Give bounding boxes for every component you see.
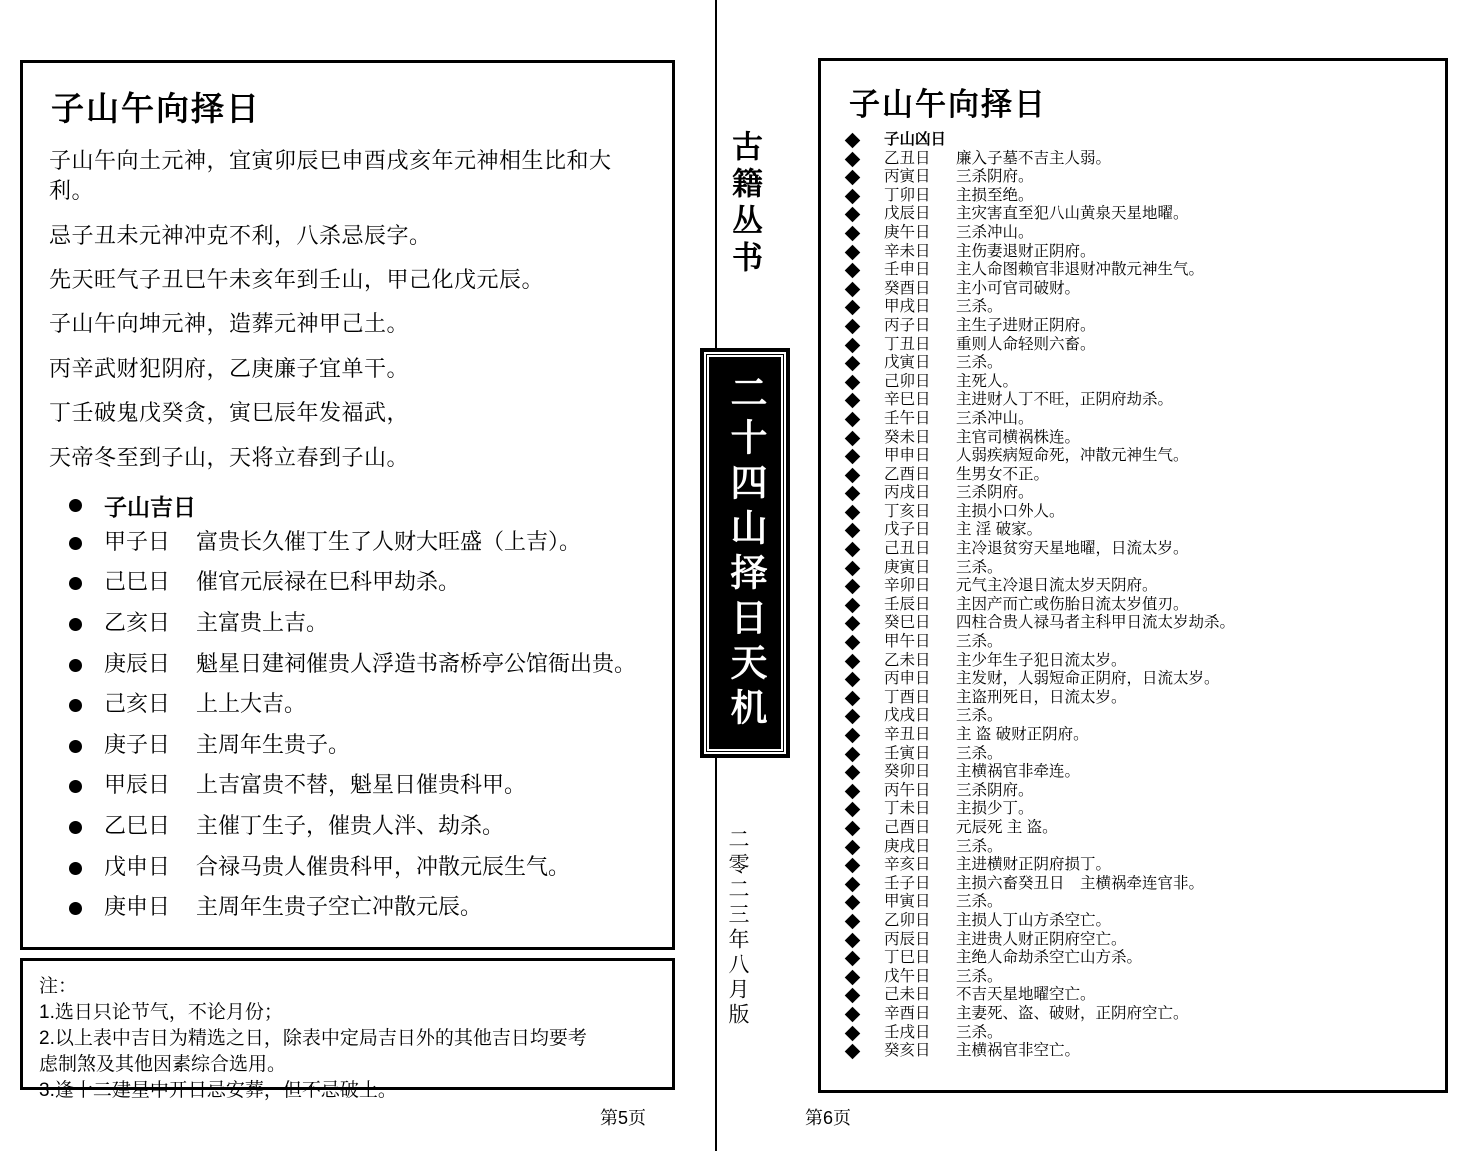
list-item bbox=[835, 913, 1435, 929]
list-item bbox=[835, 932, 1435, 948]
diamond-bullet-icon bbox=[845, 635, 861, 651]
left-main-panel bbox=[20, 60, 675, 950]
paragraph: 丁壬破鬼戊癸贪，寅巳辰年发福武， bbox=[49, 400, 410, 426]
unlucky-day-text: 主伤妻退财正阴府。 bbox=[956, 242, 1096, 260]
unlucky-day-name: 丙辰日 bbox=[884, 930, 931, 948]
unlucky-day-name: 癸亥日 bbox=[884, 1042, 931, 1060]
unlucky-day-name: 丁巳日 bbox=[884, 949, 931, 967]
paragraph: 天帝冬至到子山，天将立春到子山。 bbox=[49, 444, 410, 470]
list-item bbox=[69, 568, 654, 597]
unlucky-day-text: 三杀阴府。 bbox=[956, 484, 1034, 502]
lucky-days-heading-label: 子山吉日 bbox=[104, 493, 196, 520]
paragraph: 子山午向坤元神，造葬元神甲己土。 bbox=[49, 311, 410, 337]
unlucky-days-heading-label: 子山凶日 bbox=[884, 131, 947, 148]
unlucky-day-text: 主妻死、盗、破财，正阴府空亡。 bbox=[956, 1004, 1189, 1022]
unlucky-day-name: 庚寅日 bbox=[884, 558, 931, 576]
unlucky-day-name: 丙午日 bbox=[884, 781, 931, 799]
list-item bbox=[69, 812, 654, 841]
diamond-bullet-icon bbox=[845, 151, 861, 167]
list-item bbox=[835, 653, 1435, 669]
diamond-bullet-icon bbox=[845, 300, 861, 316]
list-item bbox=[835, 541, 1435, 557]
unlucky-day-text: 三杀。 bbox=[956, 558, 1003, 576]
list-item bbox=[835, 708, 1435, 724]
unlucky-day-text: 主横祸官非空亡。 bbox=[956, 1042, 1081, 1060]
bullet-icon bbox=[69, 659, 82, 672]
left-page bbox=[20, 60, 675, 1102]
unlucky-day-text: 主损至绝。 bbox=[956, 186, 1034, 204]
book-main-title: 二十四山择日天机 bbox=[704, 352, 786, 754]
list-item bbox=[69, 528, 654, 557]
bullet-icon bbox=[69, 499, 82, 512]
list-item bbox=[835, 522, 1435, 538]
diamond-bullet-icon bbox=[845, 914, 861, 930]
unlucky-day-name: 甲寅日 bbox=[884, 893, 931, 911]
paragraph: 忌子丑未元神冲克不利，八杀忌辰字。 bbox=[49, 222, 432, 248]
series-label: 古籍丛书 bbox=[727, 130, 762, 278]
unlucky-day-name: 己卯日 bbox=[884, 372, 931, 390]
unlucky-day-name: 癸巳日 bbox=[884, 614, 931, 632]
diamond-bullet-icon bbox=[845, 542, 861, 558]
unlucky-day-text: 主冷退贫穷天星地曜，日流太岁。 bbox=[956, 540, 1189, 558]
unlucky-day-name: 壬寅日 bbox=[884, 744, 931, 762]
list-item bbox=[835, 634, 1435, 650]
diamond-bullet-icon bbox=[845, 709, 861, 725]
list-item bbox=[835, 764, 1435, 780]
unlucky-day-text: 主生子进财正阴府。 bbox=[956, 316, 1096, 334]
unlucky-day-text: 主小可官司破财。 bbox=[956, 279, 1081, 297]
lucky-day-name: 甲辰日 bbox=[104, 772, 171, 798]
diamond-bullet-icon bbox=[845, 412, 861, 428]
unlucky-day-text: 三杀冲山。 bbox=[956, 223, 1034, 241]
unlucky-day-text: 主损六畜癸丑日 主横祸牵连官非。 bbox=[956, 874, 1205, 892]
unlucky-day-text: 生男女不正。 bbox=[956, 465, 1050, 483]
unlucky-day-text: 主进横财正阴府损丁。 bbox=[956, 856, 1112, 874]
unlucky-day-name: 戊辰日 bbox=[884, 205, 931, 223]
diamond-bullet-icon bbox=[845, 207, 861, 223]
unlucky-day-text: 三杀。 bbox=[956, 298, 1003, 316]
unlucky-day-name: 戊午日 bbox=[884, 967, 931, 985]
list-item bbox=[835, 281, 1435, 297]
lucky-day-name: 己亥日 bbox=[104, 691, 171, 717]
list-item bbox=[835, 430, 1435, 446]
list-item bbox=[835, 820, 1435, 836]
list-item bbox=[835, 225, 1435, 241]
lucky-day-text: 上上大吉。 bbox=[196, 691, 307, 717]
unlucky-day-text: 主发财，人弱短命正阴府，日流太岁。 bbox=[956, 670, 1220, 688]
unlucky-day-text: 三杀阴府。 bbox=[956, 168, 1034, 186]
list-item bbox=[835, 411, 1435, 427]
list-item bbox=[835, 392, 1435, 408]
unlucky-day-name: 丁酉日 bbox=[884, 688, 931, 706]
unlucky-day-text: 三杀阴府。 bbox=[956, 781, 1034, 799]
unlucky-day-name: 丙子日 bbox=[884, 316, 931, 334]
paragraph: 先天旺气子丑巳午未亥年到壬山，甲己化戊元辰。 bbox=[49, 267, 545, 293]
list-item bbox=[835, 169, 1435, 185]
unlucky-day-name: 丙戌日 bbox=[884, 484, 931, 502]
bullet-icon bbox=[69, 537, 82, 550]
list-item bbox=[69, 771, 654, 800]
unlucky-day-name: 辛亥日 bbox=[884, 856, 931, 874]
diamond-bullet-icon bbox=[845, 839, 861, 855]
diamond-bullet-icon bbox=[845, 337, 861, 353]
unlucky-day-text: 三杀。 bbox=[956, 354, 1003, 372]
left-page-number: 第5页 bbox=[600, 1108, 647, 1128]
unlucky-day-text: 元辰死 主 盗。 bbox=[956, 818, 1058, 836]
list-item bbox=[835, 894, 1435, 910]
unlucky-day-name: 癸酉日 bbox=[884, 279, 931, 297]
list-item bbox=[835, 206, 1435, 222]
list-item bbox=[835, 355, 1435, 371]
bullet-icon bbox=[69, 740, 82, 753]
unlucky-day-text: 主因产而亡或伤胎日流太岁值刃。 bbox=[956, 595, 1189, 613]
unlucky-day-name: 己酉日 bbox=[884, 818, 931, 836]
lucky-day-text: 主周年生贵子。 bbox=[196, 731, 351, 757]
diamond-bullet-icon bbox=[845, 449, 861, 465]
unlucky-day-text: 人弱疾病短命死，冲散元神生气。 bbox=[956, 447, 1189, 465]
lucky-day-text: 催官元辰禄在巳科甲劫杀。 bbox=[196, 569, 461, 595]
bullet-icon bbox=[69, 821, 82, 834]
list-item bbox=[835, 485, 1435, 501]
list-item bbox=[69, 893, 654, 922]
unlucky-day-text: 主横祸官非牵连。 bbox=[956, 763, 1081, 781]
list-item bbox=[835, 950, 1435, 966]
unlucky-day-name: 戊子日 bbox=[884, 521, 931, 539]
right-page bbox=[818, 58, 1448, 1093]
right-page-number: 第6页 bbox=[805, 1108, 852, 1128]
lucky-day-name: 庚子日 bbox=[104, 731, 171, 757]
unlucky-day-name: 乙未日 bbox=[884, 651, 931, 669]
note-line: 虑制煞及其他因素综合选用。 bbox=[39, 1054, 287, 1076]
lucky-day-text: 富贵长久催丁生了人财大旺盛（上吉）。 bbox=[196, 528, 582, 554]
diamond-bullet-icon bbox=[845, 244, 861, 260]
list-item bbox=[69, 853, 654, 882]
diamond-bullet-icon bbox=[845, 969, 861, 985]
diamond-bullet-icon bbox=[845, 560, 861, 576]
diamond-bullet-icon bbox=[845, 895, 861, 911]
unlucky-day-name: 辛丑日 bbox=[884, 726, 931, 743]
unlucky-day-text: 主 淫 破家。 bbox=[956, 521, 1043, 539]
unlucky-day-name: 己未日 bbox=[884, 986, 931, 1004]
unlucky-day-text: 主灾害直至犯八山黄泉天星地曜。 bbox=[956, 205, 1189, 223]
right-main-panel bbox=[818, 58, 1448, 1093]
lucky-day-name: 己巳日 bbox=[104, 569, 171, 595]
unlucky-day-text: 主死人。 bbox=[956, 372, 1019, 390]
unlucky-day-name: 壬午日 bbox=[884, 409, 931, 427]
note-line: 2.以上表中吉日为精选之日，除表中定局吉日外的其他吉日均要考 bbox=[39, 1028, 587, 1050]
diamond-bullet-icon bbox=[845, 189, 861, 205]
unlucky-day-name: 丙申日 bbox=[884, 670, 931, 688]
diamond-bullet-icon bbox=[845, 579, 861, 595]
diamond-bullet-icon bbox=[845, 226, 861, 242]
note-label: 注： bbox=[39, 976, 78, 997]
unlucky-day-text: 主损少丁。 bbox=[956, 800, 1034, 818]
unlucky-day-name: 乙酉日 bbox=[884, 465, 931, 483]
unlucky-day-text: 主 盗 破财正阴府。 bbox=[956, 726, 1089, 743]
list-item bbox=[835, 690, 1435, 706]
unlucky-day-name: 丁卯日 bbox=[884, 186, 931, 204]
unlucky-day-text: 三杀。 bbox=[956, 1023, 1003, 1041]
lucky-day-name: 乙亥日 bbox=[104, 610, 171, 636]
lucky-day-text: 上吉富贵不替，魁星日催贵科甲。 bbox=[196, 772, 527, 798]
unlucky-day-text: 主少年生子犯日流太岁。 bbox=[956, 651, 1127, 669]
bullet-icon bbox=[69, 902, 82, 915]
paragraph: 丙辛武财犯阴府，乙庚廉子宜单干。 bbox=[49, 355, 410, 381]
unlucky-day-name: 庚戌日 bbox=[884, 837, 931, 855]
list-item bbox=[835, 671, 1435, 687]
lucky-day-text: 魁星日建祠催贵人浮造书斋桥亭公馆衙出贵。 bbox=[196, 650, 637, 676]
unlucky-day-name: 壬申日 bbox=[884, 261, 931, 279]
diamond-bullet-icon bbox=[845, 170, 861, 186]
diamond-bullet-icon bbox=[845, 858, 861, 874]
list-item bbox=[835, 337, 1435, 353]
unlucky-day-name: 癸卯日 bbox=[884, 763, 931, 781]
unlucky-day-text: 主进贵人财正阴府空亡。 bbox=[956, 930, 1127, 948]
diamond-bullet-icon bbox=[845, 1007, 861, 1023]
unlucky-day-text: 三杀。 bbox=[956, 633, 1003, 651]
unlucky-day-text: 主进财人丁不旺，正阴府劫杀。 bbox=[956, 391, 1174, 409]
unlucky-day-text: 不吉天星地曜空亡。 bbox=[956, 986, 1096, 1004]
diamond-bullet-icon bbox=[845, 951, 861, 967]
list-item bbox=[69, 690, 654, 719]
unlucky-day-name: 辛卯日 bbox=[884, 577, 931, 595]
diamond-bullet-icon bbox=[845, 653, 861, 669]
unlucky-day-name: 庚午日 bbox=[884, 223, 931, 241]
list-item bbox=[835, 504, 1435, 520]
diamond-bullet-icon bbox=[845, 876, 861, 892]
lucky-day-name: 乙巳日 bbox=[104, 813, 171, 839]
list-item bbox=[835, 801, 1435, 817]
diamond-bullet-icon bbox=[845, 281, 861, 297]
diamond-bullet-icon bbox=[845, 505, 861, 521]
unlucky-day-text: 主损人丁山方杀空亡。 bbox=[956, 911, 1112, 929]
unlucky-day-name: 壬戌日 bbox=[884, 1023, 931, 1041]
list-item bbox=[835, 987, 1435, 1003]
paragraph: 子山午向土元神，宜寅卯辰巳申酉戌亥年元神相生比和大利。 bbox=[49, 148, 612, 204]
list-item bbox=[69, 650, 654, 679]
diamond-bullet-icon bbox=[845, 802, 861, 818]
unlucky-day-text: 三杀。 bbox=[956, 967, 1003, 985]
list-item bbox=[835, 578, 1435, 594]
unlucky-days-list bbox=[835, 132, 1435, 1059]
lucky-day-text: 主周年生贵子空亡冲散元辰。 bbox=[196, 894, 483, 920]
diamond-bullet-icon bbox=[845, 1044, 861, 1060]
list-item bbox=[835, 1043, 1435, 1059]
diamond-bullet-icon bbox=[845, 486, 861, 502]
diamond-bullet-icon bbox=[845, 319, 861, 335]
unlucky-day-text: 主损小口外人。 bbox=[956, 502, 1065, 520]
lucky-day-name: 庚申日 bbox=[104, 894, 171, 920]
edition-label: 二零二三年八月版 bbox=[726, 828, 749, 1028]
diamond-bullet-icon bbox=[845, 393, 861, 409]
diamond-bullet-icon bbox=[845, 821, 861, 837]
unlucky-day-name: 戊戌日 bbox=[884, 707, 931, 725]
list-item bbox=[835, 560, 1435, 576]
bullet-icon bbox=[69, 577, 82, 590]
list-item bbox=[835, 746, 1435, 762]
diamond-bullet-icon bbox=[845, 1025, 861, 1041]
bullet-icon bbox=[69, 780, 82, 793]
list-item bbox=[835, 467, 1435, 483]
diamond-bullet-icon bbox=[845, 467, 861, 483]
list-item bbox=[69, 609, 654, 638]
list-item bbox=[835, 857, 1435, 873]
unlucky-day-text: 重则人命轻则六畜。 bbox=[956, 335, 1096, 353]
unlucky-day-name: 甲戌日 bbox=[884, 298, 931, 316]
unlucky-day-name: 丁未日 bbox=[884, 800, 931, 818]
lucky-day-name: 戊申日 bbox=[104, 853, 171, 879]
list-item bbox=[835, 244, 1435, 260]
unlucky-day-text: 三杀。 bbox=[956, 707, 1003, 725]
unlucky-day-name: 丁亥日 bbox=[884, 502, 931, 520]
unlucky-days-heading bbox=[835, 132, 1435, 148]
lucky-day-name: 甲子日 bbox=[104, 528, 171, 554]
unlucky-day-name: 辛未日 bbox=[884, 242, 931, 260]
unlucky-day-text: 元气主冷退日流太岁天阴府。 bbox=[956, 577, 1158, 595]
unlucky-day-name: 甲午日 bbox=[884, 633, 931, 651]
right-page-title: 子山午向择日 bbox=[849, 87, 1047, 122]
diamond-bullet-icon bbox=[845, 374, 861, 390]
diamond-bullet-icon bbox=[845, 430, 861, 446]
unlucky-day-text: 三杀冲山。 bbox=[956, 409, 1034, 427]
list-item bbox=[835, 783, 1435, 799]
diamond-bullet-icon bbox=[845, 263, 861, 279]
diamond-bullet-icon bbox=[845, 356, 861, 372]
list-item bbox=[835, 597, 1435, 613]
list-item bbox=[835, 374, 1435, 390]
list-item bbox=[835, 188, 1435, 204]
list-item bbox=[835, 839, 1435, 855]
diamond-bullet-icon bbox=[845, 691, 861, 707]
list-item bbox=[835, 151, 1435, 167]
unlucky-day-name: 辛巳日 bbox=[884, 391, 931, 409]
diamond-bullet-icon bbox=[845, 728, 861, 744]
note-line: 1.选日只论节气，不论月份； bbox=[39, 1002, 283, 1023]
list-item bbox=[835, 448, 1435, 464]
unlucky-day-text: 三杀。 bbox=[956, 837, 1003, 855]
diamond-bullet-icon bbox=[845, 784, 861, 800]
list-item bbox=[835, 299, 1435, 315]
diamond-bullet-icon bbox=[845, 672, 861, 688]
lucky-day-text: 主催丁生子，催贵人泮、劫杀。 bbox=[196, 813, 505, 839]
list-item bbox=[835, 318, 1435, 334]
diamond-bullet-icon bbox=[845, 988, 861, 1004]
lucky-day-text: 主富贵上吉。 bbox=[196, 610, 329, 636]
unlucky-day-text: 主绝人命劫杀空亡山方杀。 bbox=[956, 949, 1143, 967]
bullet-icon bbox=[69, 862, 82, 875]
list-item bbox=[835, 615, 1435, 631]
unlucky-day-name: 甲申日 bbox=[884, 447, 931, 465]
left-page-title: 子山午向择日 bbox=[51, 90, 261, 127]
unlucky-day-text: 主人命图赖官非退财冲散元神生气。 bbox=[956, 261, 1205, 279]
list-item bbox=[835, 1025, 1435, 1041]
list-item bbox=[835, 1006, 1435, 1022]
unlucky-day-text: 三杀。 bbox=[956, 893, 1003, 911]
note-line: 3.逢十二建星中开日忌安葬，但不忌破土。 bbox=[39, 1080, 397, 1102]
lucky-day-text: 合禄马贵人催贵科甲，冲散元辰生气。 bbox=[196, 853, 571, 879]
list-item bbox=[835, 727, 1435, 743]
unlucky-day-text: 四柱合贵人禄马者主科甲日流太岁劫杀。 bbox=[956, 614, 1236, 632]
unlucky-day-text: 主盗刑死日，日流太岁。 bbox=[956, 688, 1127, 706]
list-item bbox=[835, 969, 1435, 985]
diamond-bullet-icon bbox=[845, 746, 861, 762]
unlucky-day-name: 辛酉日 bbox=[884, 1004, 931, 1022]
unlucky-day-name: 丁丑日 bbox=[884, 335, 931, 353]
lucky-days-heading bbox=[69, 489, 654, 522]
unlucky-day-name: 壬辰日 bbox=[884, 595, 931, 613]
unlucky-day-name: 戊寅日 bbox=[884, 354, 931, 372]
unlucky-day-name: 乙丑日 bbox=[884, 149, 931, 167]
unlucky-day-text: 廉入子墓不吉主人弱。 bbox=[956, 149, 1112, 167]
lucky-day-name: 庚辰日 bbox=[104, 650, 171, 676]
diamond-bullet-icon bbox=[845, 765, 861, 781]
unlucky-day-name: 癸未日 bbox=[884, 428, 931, 446]
list-item bbox=[69, 731, 654, 760]
list-item bbox=[835, 876, 1435, 892]
unlucky-day-name: 乙卯日 bbox=[884, 911, 931, 929]
unlucky-day-text: 三杀。 bbox=[956, 744, 1003, 762]
unlucky-day-name: 己丑日 bbox=[884, 540, 931, 558]
list-item bbox=[835, 262, 1435, 278]
unlucky-day-name: 壬子日 bbox=[884, 874, 931, 892]
bullet-icon bbox=[69, 699, 82, 712]
diamond-bullet-icon bbox=[845, 523, 861, 539]
diamond-bullet-icon bbox=[845, 133, 861, 149]
unlucky-day-name: 丙寅日 bbox=[884, 168, 931, 186]
bullet-icon bbox=[69, 618, 82, 631]
diamond-bullet-icon bbox=[845, 932, 861, 948]
diamond-bullet-icon bbox=[845, 598, 861, 614]
note-panel bbox=[20, 958, 675, 1102]
diamond-bullet-icon bbox=[845, 616, 861, 632]
unlucky-day-text: 主官司横祸株连。 bbox=[956, 428, 1081, 446]
